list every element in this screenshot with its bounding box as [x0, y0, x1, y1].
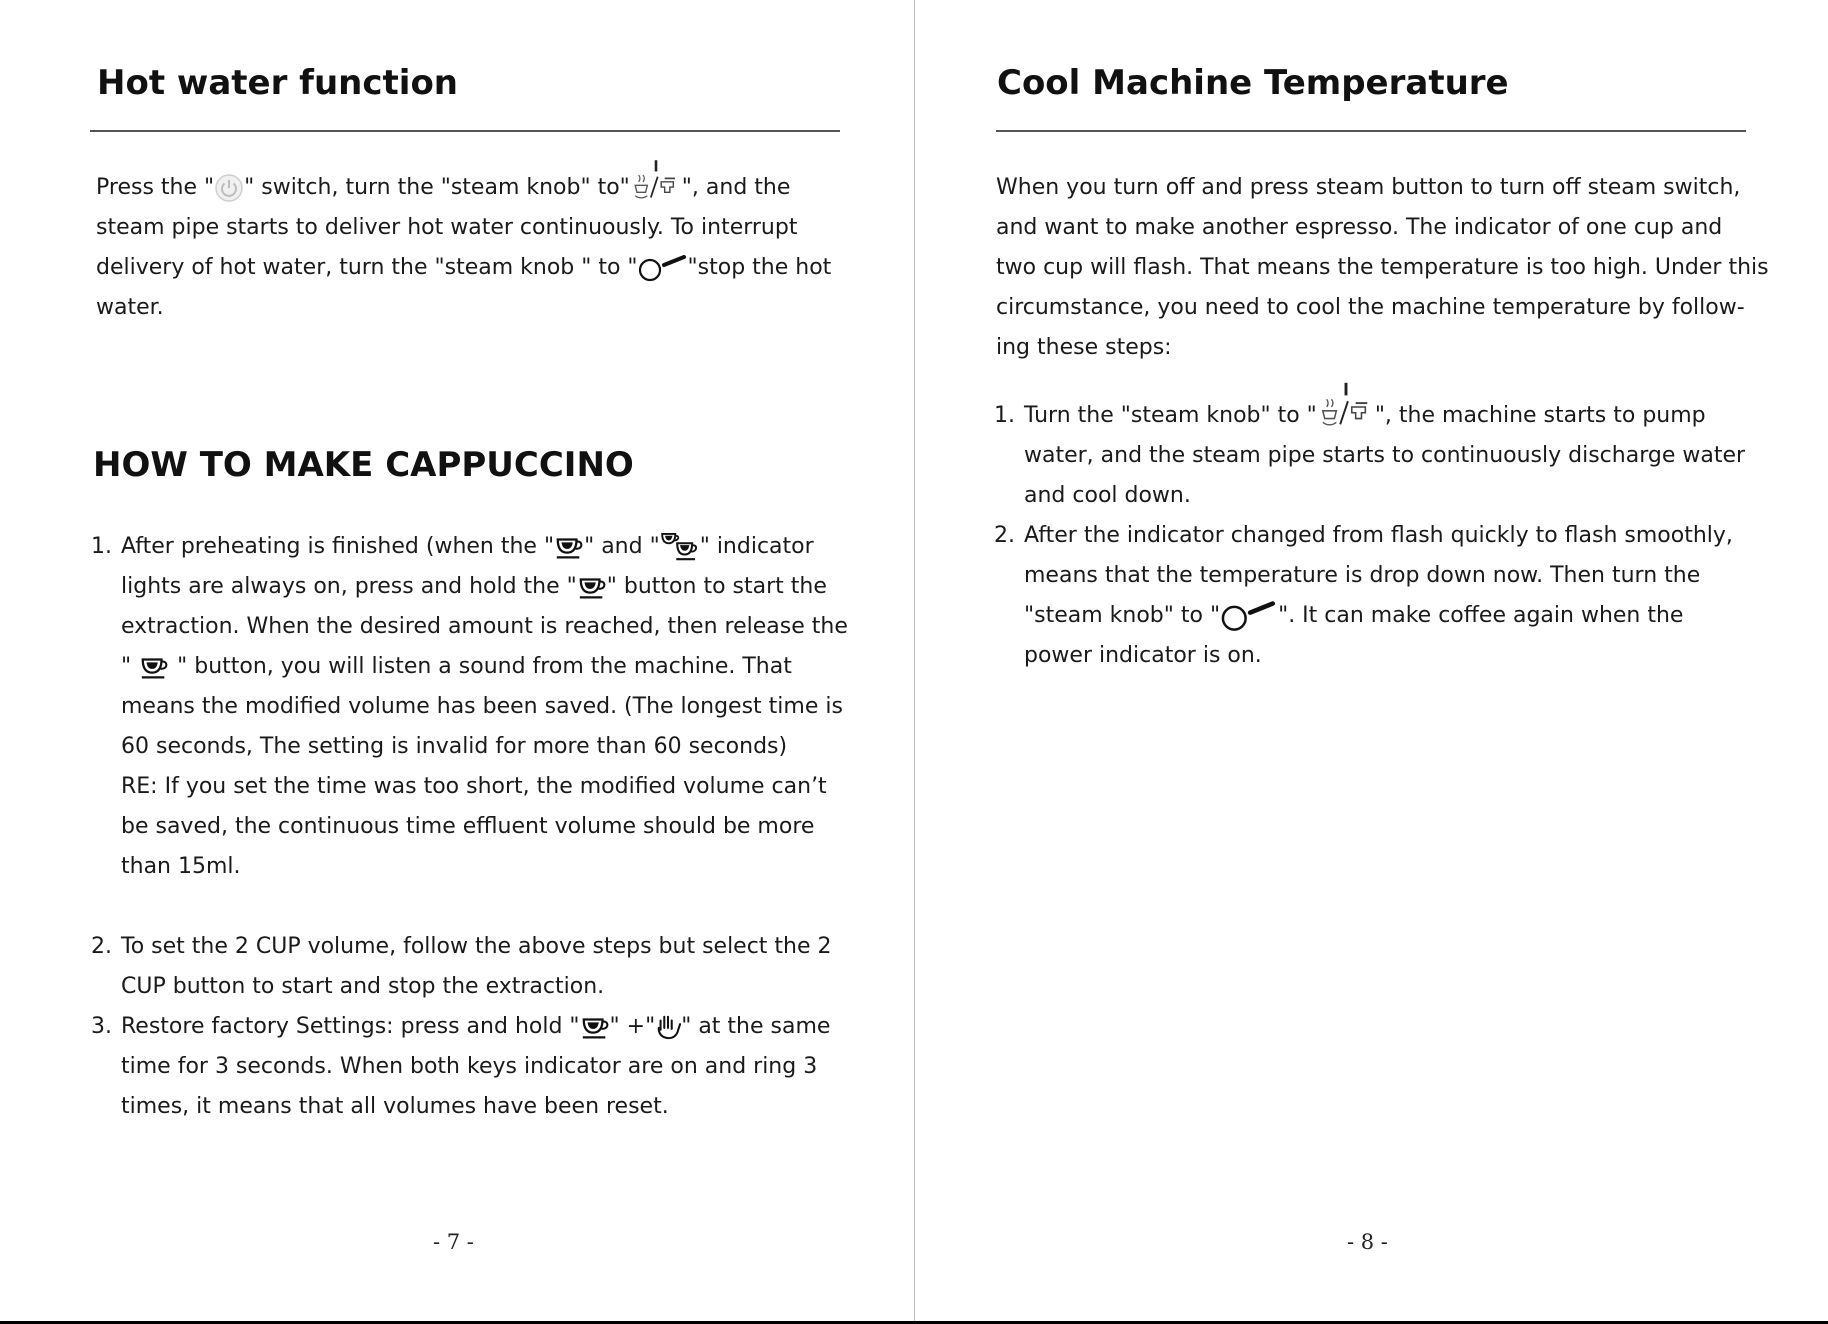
- cappuccino-heading: HOW TO MAKE CAPPUCCINO: [93, 445, 634, 485]
- text-fragment: delivery of hot water, turn the "steam knob " to ": [96, 255, 638, 280]
- text-fragment: After preheating is finished (when the ": [121, 534, 555, 559]
- text-line: [1024, 596, 1745, 636]
- text-fragment: " indicator: [699, 534, 814, 559]
- one-cup-icon: [139, 653, 169, 681]
- list-number: 3.: [91, 1014, 112, 1039]
- page-number: - 7 -: [433, 1230, 474, 1254]
- text-line: To set the 2 CUP volume, follow the above steps but select the 2: [121, 934, 832, 959]
- text-line: [121, 567, 848, 607]
- text-line: times, it means that all volumes have been reset.: [121, 1094, 669, 1119]
- list-number: 2.: [994, 523, 1015, 548]
- list-item: [91, 1007, 848, 1127]
- text-line: and cool down.: [1024, 483, 1191, 508]
- cool-temperature-heading-rule: [996, 130, 1746, 132]
- page-8: [915, 0, 1828, 1324]
- text-line: means that the temperature is drop down now. Then turn the: [1024, 563, 1701, 588]
- text-line: After the indicator changed from flash quickly to flash smoothly,: [1024, 523, 1733, 548]
- text-fragment: " switch, turn the "steam knob" to": [244, 175, 630, 200]
- text-fragment: "steam knob" to ": [1024, 603, 1221, 628]
- text-fragment: "stop the hot: [687, 255, 832, 280]
- text-line: [121, 647, 848, 687]
- text-line: When you turn off and press steam button to turn off steam switch,: [996, 175, 1741, 200]
- list-item: [994, 516, 1745, 676]
- paragraph-gap: [121, 887, 848, 927]
- hot-water-paragraph: [96, 168, 831, 328]
- text-line: [121, 1007, 848, 1047]
- steam-hot-water-icon: [630, 159, 682, 203]
- text-fragment: Turn the "steam knob" to ": [1024, 403, 1317, 428]
- two-cup-icon: [660, 532, 700, 562]
- one-cup-icon: [577, 573, 607, 601]
- one-cup-icon: [580, 1013, 610, 1041]
- page-number: - 8 -: [1347, 1230, 1388, 1254]
- cool-temperature-paragraph: [996, 168, 1769, 368]
- text-fragment: ": [121, 654, 132, 679]
- cappuccino-steps: [91, 527, 848, 1127]
- text-line: be saved, the continuous time effluent volume should be more: [121, 814, 815, 839]
- cool-temperature-heading: Cool Machine Temperature: [997, 63, 1509, 103]
- text-line: CUP button to start and stop the extraction.: [121, 974, 605, 999]
- one-cup-icon: [554, 533, 584, 561]
- text-line: ing these steps:: [996, 335, 1172, 360]
- text-line: water, and the steam pipe starts to continuously discharge water: [1024, 443, 1746, 468]
- list-number: 2.: [91, 934, 112, 959]
- text-fragment: ", and the: [681, 175, 791, 200]
- list-item: [994, 396, 1745, 516]
- text-fragment: " at the same: [681, 1014, 831, 1039]
- text-line: circumstance, you need to cool the machine temperature by follow-: [996, 295, 1745, 320]
- list-number: 1.: [91, 534, 112, 559]
- hot-water-heading-rule: [90, 130, 840, 132]
- text-fragment: Press the ": [96, 175, 215, 200]
- cool-temperature-steps: [994, 396, 1745, 676]
- power-icon: [214, 173, 244, 203]
- text-line: [121, 527, 848, 567]
- list-number: 1.: [994, 403, 1015, 428]
- knob-off-icon: [1220, 599, 1278, 633]
- text-line: water.: [96, 295, 164, 320]
- text-line: [96, 168, 831, 208]
- text-line: power indicator is on.: [1024, 643, 1262, 668]
- text-fragment: " and ": [584, 534, 660, 559]
- text-fragment: ", the machine starts to pump: [1374, 403, 1706, 428]
- text-line: extraction. When the desired amount is reached, then release the: [121, 614, 848, 639]
- hot-water-heading: Hot water function: [97, 63, 459, 103]
- text-fragment: Restore factory Settings: press and hold ": [121, 1014, 580, 1039]
- text-line: than 15ml.: [121, 854, 241, 879]
- knob-off-icon: [638, 253, 688, 283]
- text-line: means the modified volume has been saved. (The longest time is: [121, 694, 843, 719]
- hand-steam-icon: [655, 1013, 681, 1041]
- text-fragment: ". It can make coffee again when the: [1278, 603, 1684, 628]
- steam-hot-water-icon: [1317, 381, 1375, 431]
- list-item: [91, 527, 848, 927]
- text-line: and want to make another espresso. The indicator of one cup and: [996, 215, 1723, 240]
- text-line: RE: If you set the time was too short, the modified volume can’t: [121, 774, 827, 799]
- text-fragment: " +": [609, 1014, 656, 1039]
- text-line: time for 3 seconds. When both keys indicator are on and ring 3: [121, 1054, 818, 1079]
- text-line: two cup will flash. That means the temperature is too high. Under this: [996, 255, 1769, 280]
- text-line: steam pipe starts to deliver hot water continuously. To interrupt: [96, 215, 798, 240]
- text-line: 60 seconds, The setting is invalid for more than 60 seconds): [121, 734, 788, 759]
- list-item: [91, 927, 848, 1007]
- text-fragment: " button, you will listen a sound from the machine. That: [177, 654, 792, 679]
- text-line: [1024, 396, 1745, 436]
- text-fragment: " button to start the: [606, 574, 827, 599]
- text-line: [96, 248, 831, 288]
- text-fragment: lights are always on, press and hold the ": [121, 574, 577, 599]
